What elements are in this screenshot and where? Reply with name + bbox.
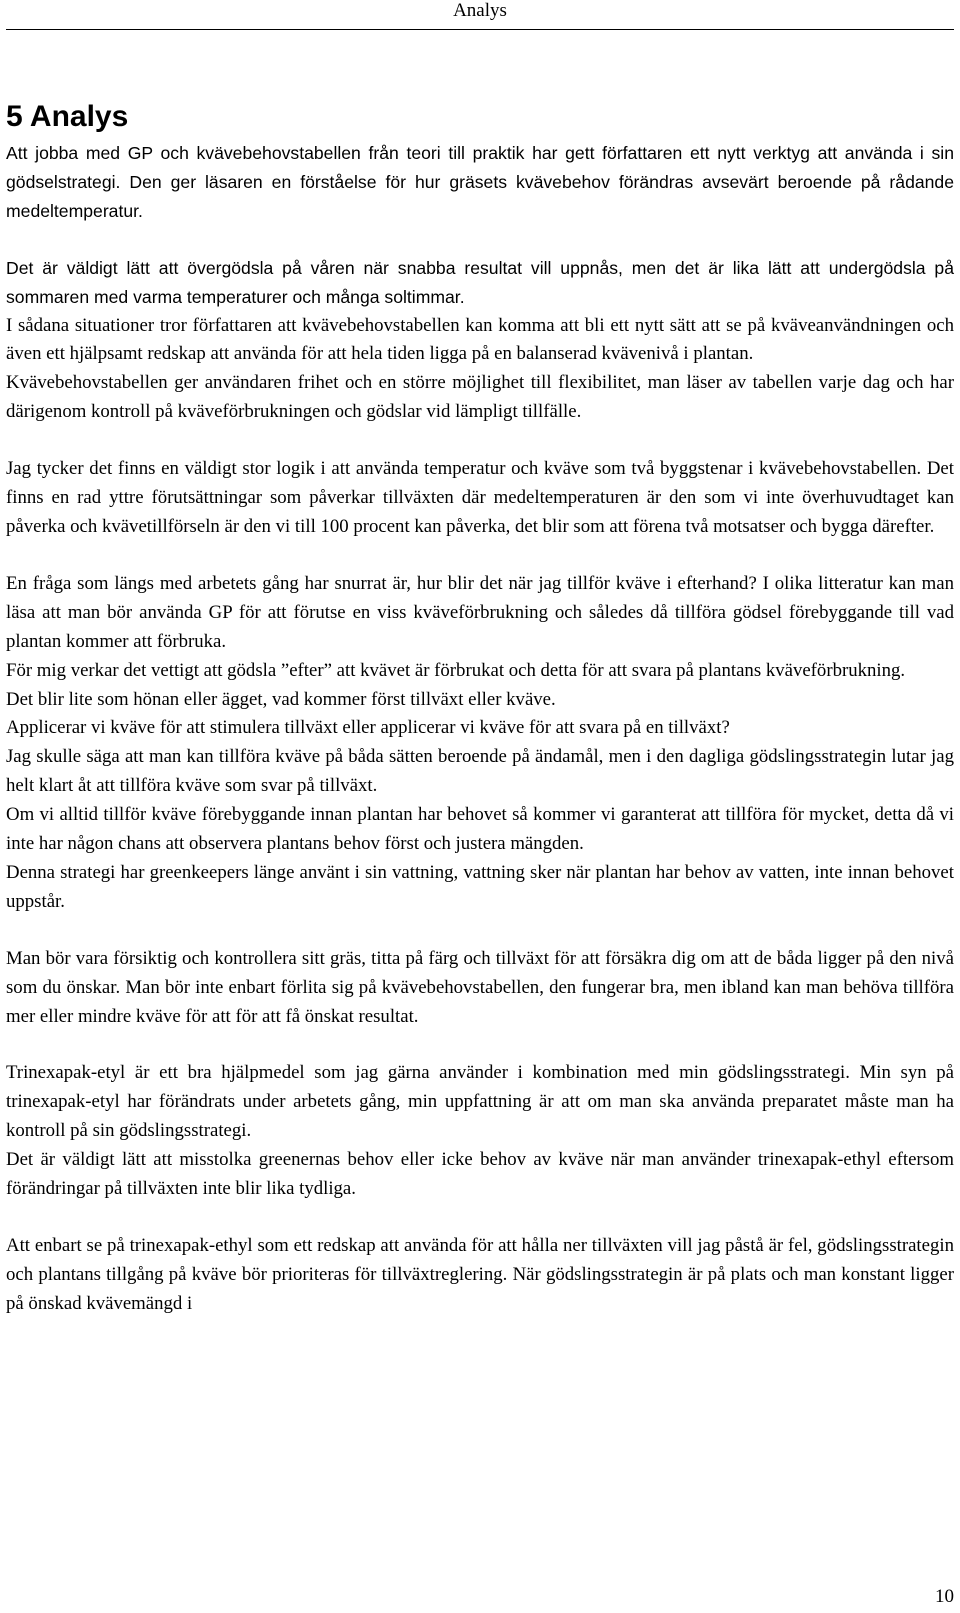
paragraph-chicken-egg: Det blir lite som hönan eller ägget, vad kommer först tillväxt eller kväve.: [6, 688, 556, 710]
paragraph-after: För mig verkar det vettigt att gödsla ”efter” att kvävet är förbrukat och detta för att svara på plantans kväveförbrukning.: [6, 659, 906, 681]
paragraph-situations: I sådana situationer tror författaren att kvävebehovstabellen kan komma att bli ett nytt sätt att se på kväveanvändningen och även ett hjälpsamt redskap att använda för att hela tiden ligga på en balanserad kvävenivå i plantan.: [6, 314, 954, 365]
paragraph-intro: Att jobba med GP och kvävebehovstabellen från teori till praktik har gett författaren ett nytt verktyg att använda i sin gödselstrategi. Den ger läsaren en förståelse för hur gräsets kvävebehov förändras avsevärt beroende på rådande medeltemperatur.: [6, 143, 954, 221]
paragraph-flexibility: Kvävebehovstabellen ger användaren frihet och en större möjlighet till flexibilitet, man läser av tabellen varje dag och har därigenom kontroll på kväveförbrukningen och gödslar vid lämpligt tillfälle.: [6, 372, 954, 423]
paragraph-question: En fråga som längs med arbetets gång har snurrat är, hur blir det när jag tillför kväve i efterhand? I olika litteratur kan man läsa att man bör använda GP för att förutse en viss kväveförbrukning och således då tillföra gödsel förebyggande till vad plantan kommer att förbruka.: [6, 572, 954, 652]
paragraph-logic: Jag tycker det finns en väldigt stor logik i att använda temperatur och kväve som två byggstenar i kvävebehovstabellen. Det finns en rad yttre förutsättningar som påverkar tillväxten där medeltemperaturen är den som vi inte överhuvudtaget kan påverka och kvävetillförseln är den vi till 100 procent kan påverka, det blir som att förena två motsatser och bygga därefter.: [6, 458, 954, 537]
chapter-heading: 5 Analys: [6, 100, 129, 133]
paragraph-careful: Man bör vara försiktig och kontrollera sitt gräs, titta på färg och tillväxt för att försäkra dig om att de båda ligger på den nivå som du önskar. Man bör inte enbart förlita sig på kvävebehovstabellen, den fungerar bra, men ibland kan man behöva tillföra mer eller mindre kväve för att för att få önskat resultat.: [6, 947, 954, 1027]
page-number: 10: [935, 1586, 954, 1607]
paragraph-trinexapac: Trinexapak-etyl är ett bra hjälpmedel som jag gärna använder i kombination med min gödslingsstrategi. Min syn på trinexapak-etyl har förändrats under arbetets gång, min uppfattning är att om man ska använda preparatet måste man ha kontroll på sin gödslingsstrategi.: [6, 1062, 954, 1142]
body-text: [6, 139, 954, 1319]
header-divider: [6, 29, 954, 30]
running-header: Analys: [453, 0, 507, 21]
paragraph-watering: Denna strategi har greenkeepers länge använt i sin vattning, vattning sker när plantan har behov av vatten, inte innan behovet uppstår.: [6, 861, 954, 912]
paragraph-overfertilize: Det är väldigt lätt att övergödsla på våren när snabba resultat vill uppnås, men det är lika lätt att undergödsla på sommaren med varma temperaturer och många soltimmar.: [6, 257, 954, 307]
paragraph-both-ways: Jag skulle säga att man kan tillföra kväve på båda sätten beroende på ändamål, men i den dagliga gödslingsstrategin lutar jag helt klart åt att tillföra kväve som svar på tillväxt.: [6, 746, 954, 797]
paragraph-preventive: Om vi alltid tillför kväve förebyggande innan plantan har behovet så kommer vi garanterat att tillföra för mycket, detta då vi inte har någon chans att observera plantans behov först och justera mängden.: [6, 804, 954, 855]
paragraph-apply: Applicerar vi kväve för att stimulera tillväxt eller applicerar vi kväve för att svara på en tillväxt?: [6, 717, 730, 739]
paragraph-misinterpret: Det är väldigt lätt att misstolka greenernas behov eller icke behov av kväve när man använder trinexapak-ethyl eftersom förändringar på tillväxten inte blir lika tydliga.: [6, 1149, 954, 1200]
paragraph-growth-regulation: Att enbart se på trinexapak-ethyl som ett redskap att använda för att hålla ner tillväxten vill jag påstå är fel, gödslingsstrategin och plantans tillgång på kväve bör prioriteras för tillväxtreglering. När gödslingsstrategin är på plats och man konstant ligger på önskad kvävemängd i: [6, 1235, 954, 1314]
